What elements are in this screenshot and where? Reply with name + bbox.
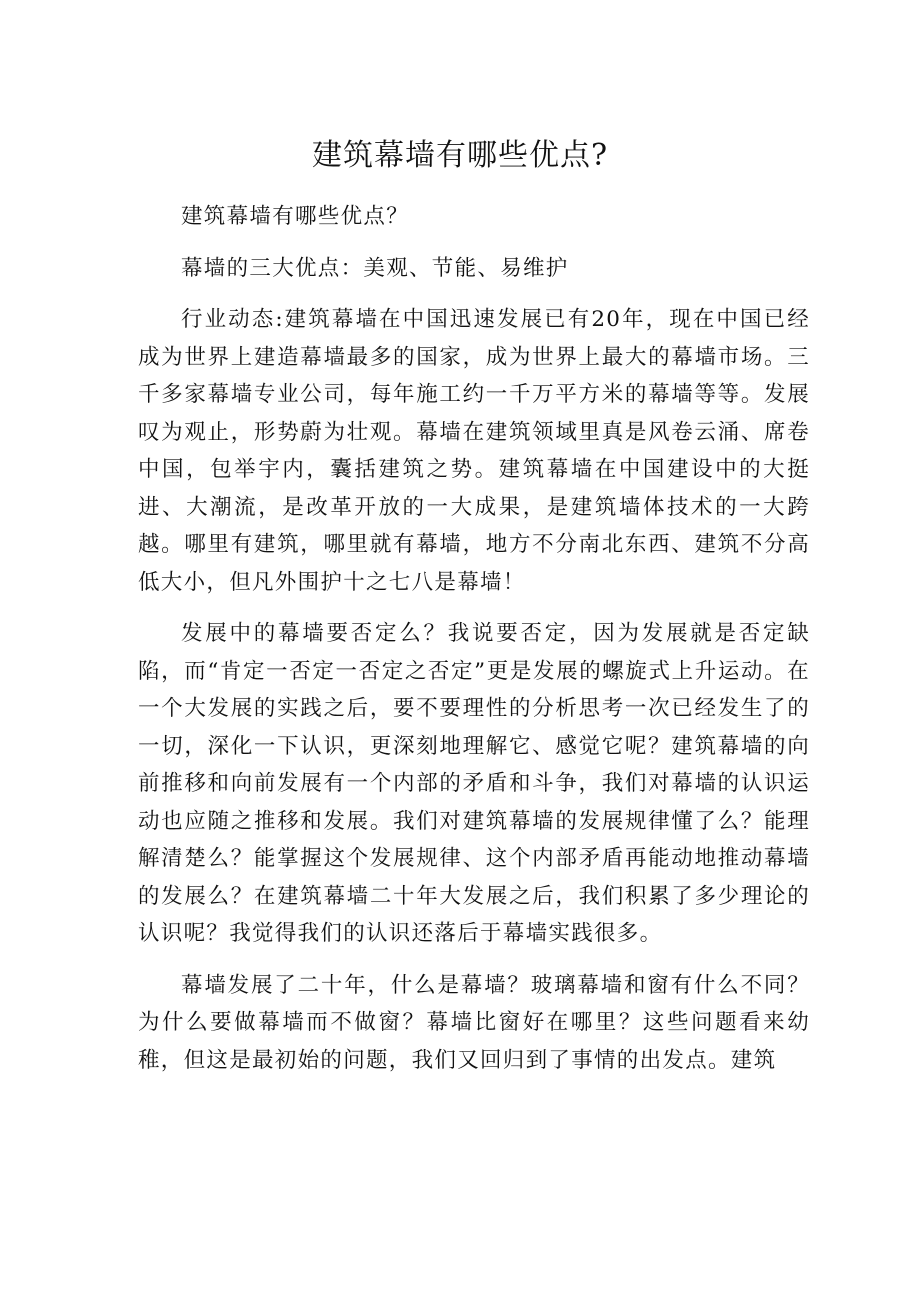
document-title: 建筑幕墙有哪些优点? [311,138,609,173]
document-body [138,198,810,1093]
paragraph-twenty-years: 幕墙发展了二十年，什么是幕墙？玻璃幕墙和窗有什么不同？为什么要做幕墙而不做窗？幕墙比窗好在哪里？这些问题看来幼稚，但这是最初始的问题，我们又回归到了事情的出发点。建筑 [138,972,810,1073]
paragraph-question: 建筑幕墙有哪些优点？ [181,204,410,229]
paragraph-advantages: 幕墙的三大优点：美观、节能、易维护 [181,255,569,281]
paragraph-industry-news: 行业动态:建筑幕墙在中国迅速发展已有20年，现在中国已经成为世界上建造幕墙最多的国家，成为世界上最大的幕墙市场。三千多家幕墙专业公司，每年施工约一千万平方米的幕墙等等。发展叹为观止，形势蔚为壮观。幕墙在建筑领域里真是风卷云涌、席卷中国，包举宇内，囊括建筑之势。建筑幕墙在中国建设中的大挺进、大潮流，是改革开放的一大成果，是建筑墙体技术的一大跨越。哪里有建筑，哪里就有幕墙，地方不分南北东西、建筑不分高低大小，但凡外围护十之七八是幕墙！ [138,307,810,595]
paragraph-negation: 发展中的幕墙要否定么？我说要否定，因为发展就是否定缺陷，而“肯定一否定一否定之否定”更是发展的螺旋式上升运动。在一个大发展的实践之后，要不要理性的分析思考一次已经发生了的一切，深化一下认识，更深刻地理解它、感觉它呢？建筑幕墙的向前推移和向前发展有一个内部的矛盾和斗争，我们对幕墙的认识运动也应随之推移和发展。我们对建筑幕墙的发展规律懂了么？能理解清楚么？能掌握这个发展规律、这个内部矛盾再能动地推动幕墙的发展么？在建筑幕墙二十年大发展之后，我们积累了多少理论的认识呢？我觉得我们的认识还落后于幕墙实践很多。 [138,621,810,946]
